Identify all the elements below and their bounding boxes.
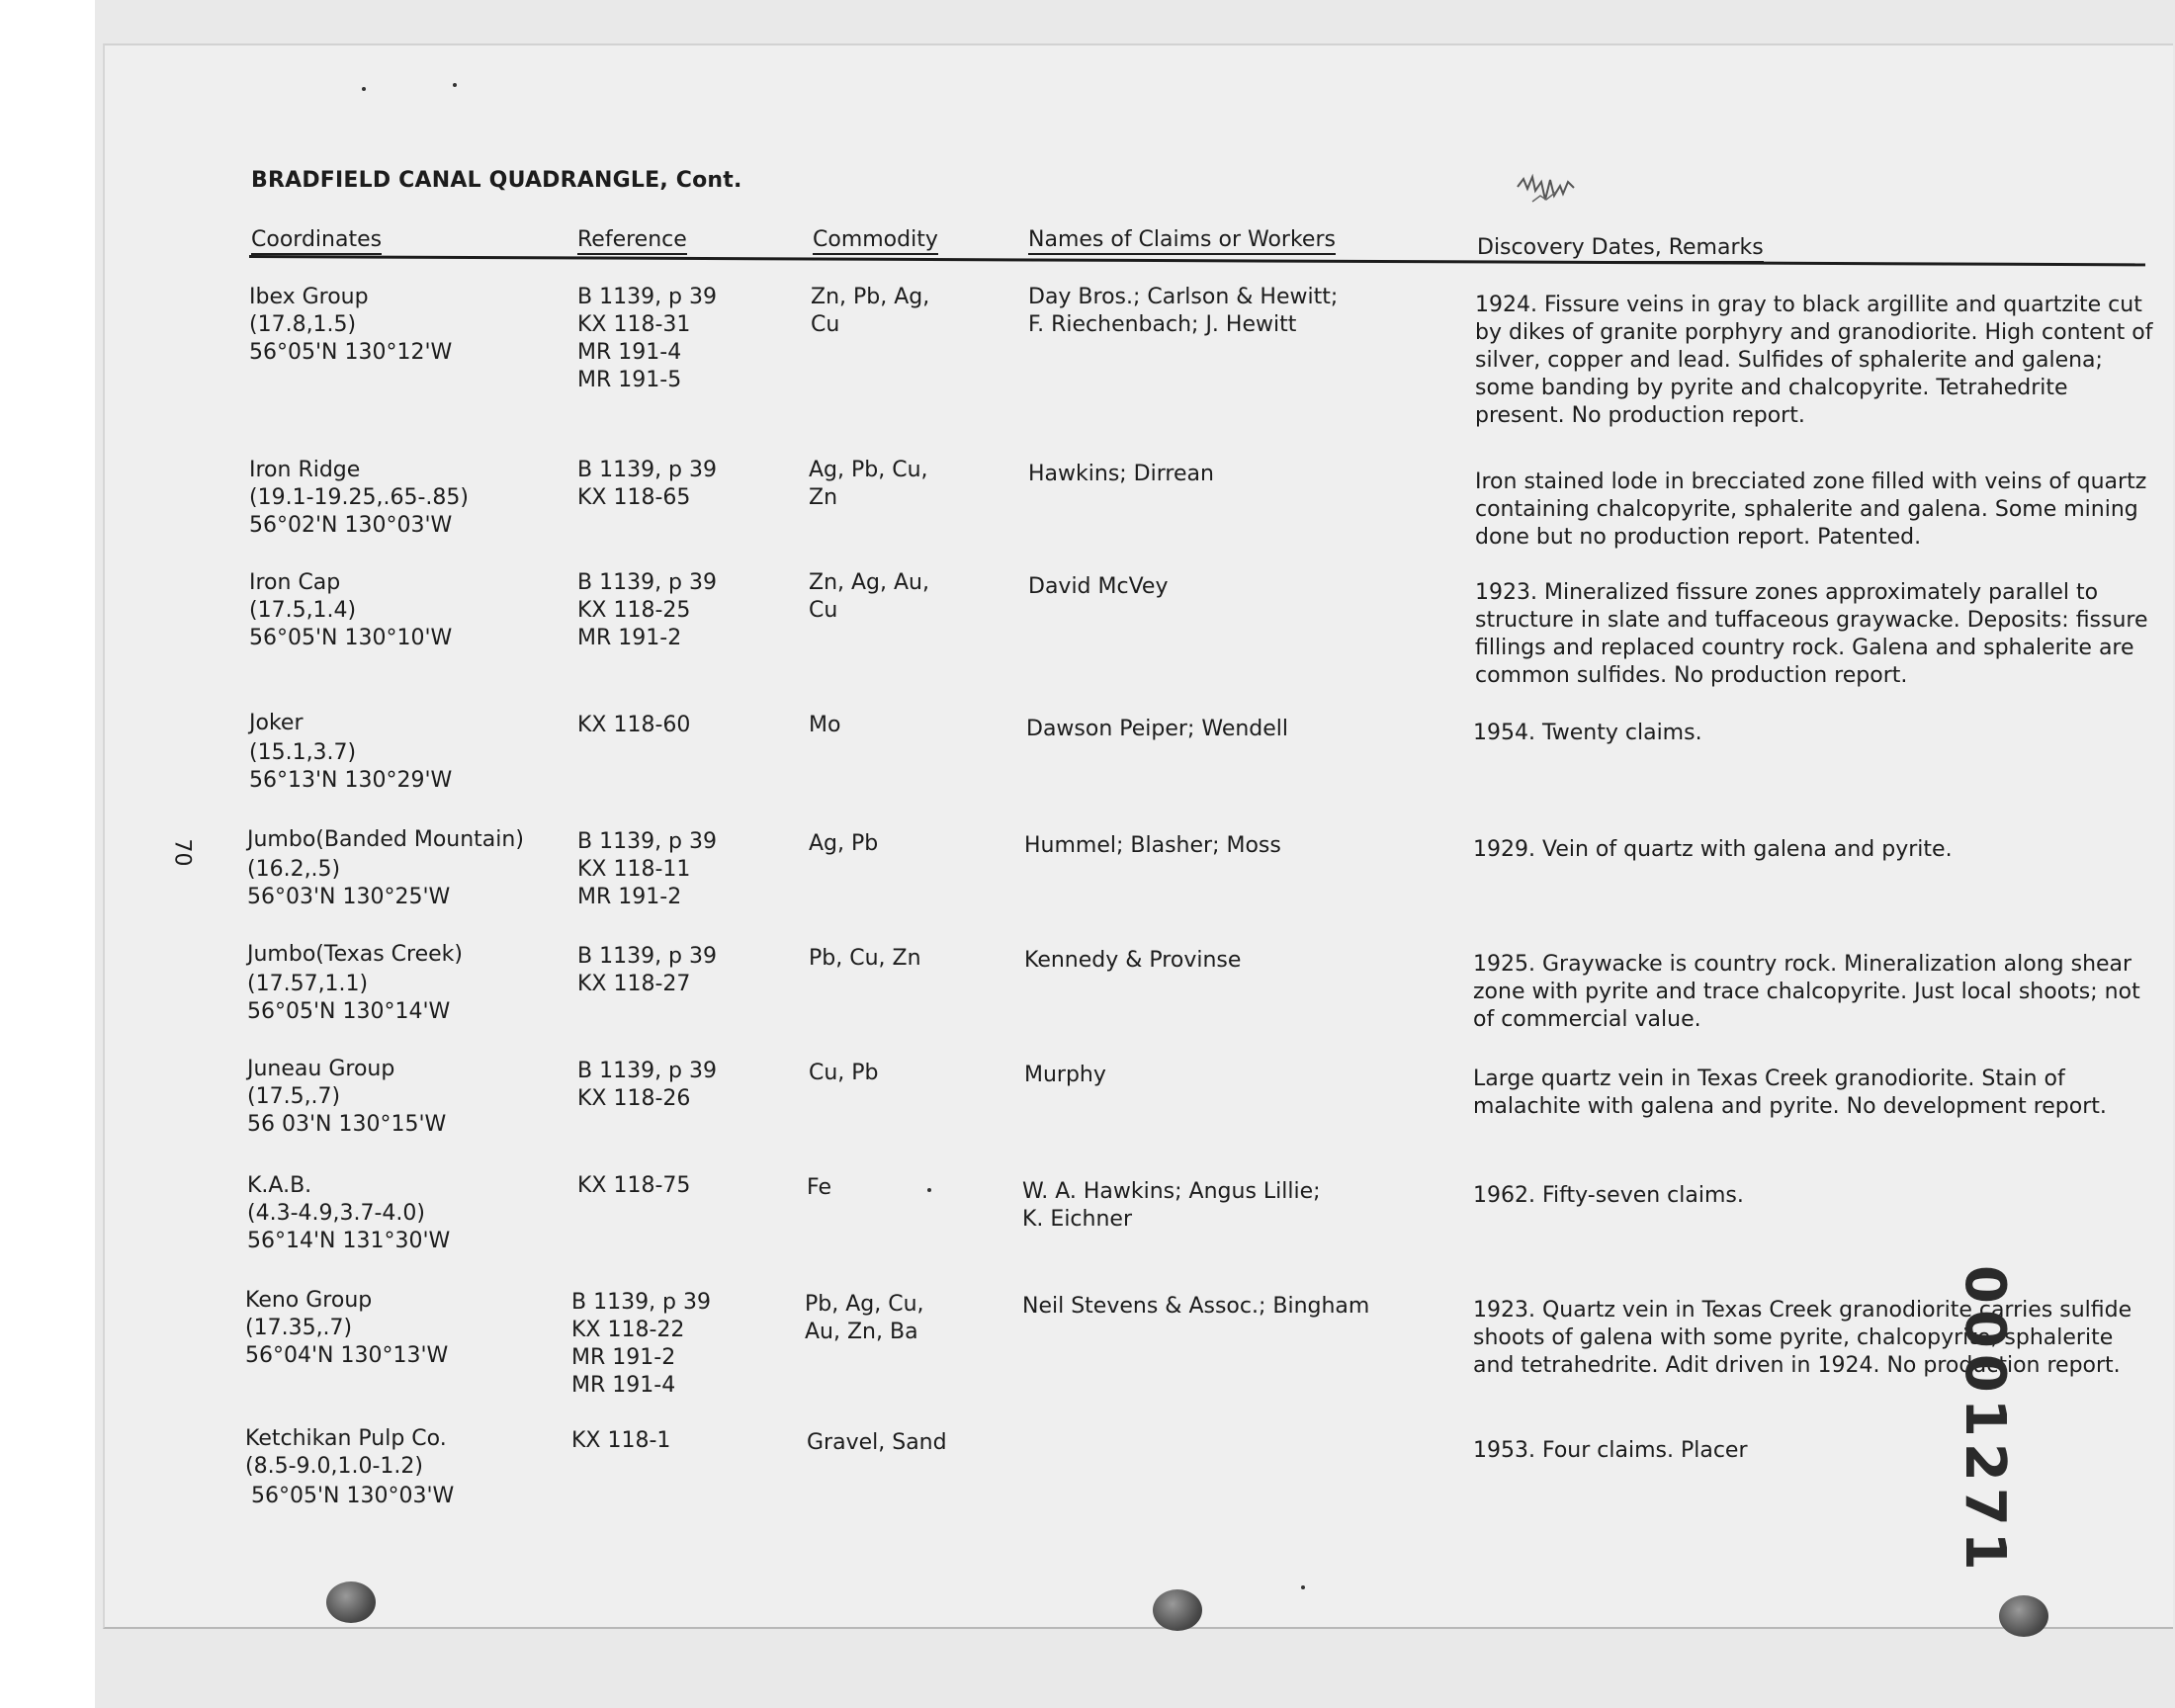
claim-remarks: 1929. Vein of quartz with galena and pyrite. [1473, 837, 1953, 862]
claim-grid: (15.1,3.7) [249, 740, 357, 765]
claim-grid: (17.8,1.5) [249, 312, 357, 337]
claim-latlon: 56°05'N 130°14'W [247, 999, 451, 1024]
binder-hole [1999, 1595, 2048, 1637]
claim-name: Ibex Group [249, 285, 369, 309]
claim-workers: W. A. Hawkins; Angus Lillie; K. Eichner [1022, 1179, 1321, 1232]
claim-reference: B 1139, p 39 KX 118-27 [577, 944, 718, 996]
claim-commodity: Pb, Cu, Zn [809, 946, 921, 971]
claim-grid: (8.5-9.0,1.0-1.2) [245, 1454, 423, 1479]
claim-grid: (4.3-4.9,3.7-4.0) [247, 1201, 425, 1226]
scan-speck [927, 1188, 931, 1192]
claim-grid: (17.5,.7) [247, 1084, 341, 1109]
binder-hole [1153, 1589, 1202, 1631]
header-reference: Reference [577, 227, 687, 252]
claim-latlon: 56°13'N 130°29'W [249, 768, 453, 793]
claim-reference: B 1139, p 39 KX 118-31 MR 191-4 MR 191-5 [577, 285, 718, 392]
claim-reference: B 1139, p 39 KX 118-65 [577, 458, 718, 510]
claim-name: Jumbo(Texas Creek) [247, 942, 463, 967]
header-commodity: Commodity [813, 227, 938, 252]
header-remarks: Discovery Dates, Remarks [1477, 235, 1764, 260]
claim-workers: Day Bros.; Carlson & Hewitt; F. Riechenbach; J. Hewitt [1028, 285, 1339, 337]
header-names: Names of Claims or Workers [1028, 227, 1336, 252]
claim-name: Jumbo(Banded Mountain) [247, 827, 524, 852]
header-coordinates: Coordinates [251, 227, 382, 252]
claim-name: Keno Group [245, 1288, 373, 1313]
claim-remarks: 1954. Twenty claims. [1473, 721, 1702, 745]
claim-latlon: 56 03'N 130°15'W [247, 1112, 447, 1137]
claim-workers: Kennedy & Provinse [1024, 948, 1242, 973]
claim-commodity: Fe [807, 1175, 831, 1200]
claim-commodity: Pb, Ag, Cu, Au, Zn, Ba [805, 1292, 924, 1344]
claim-latlon: 56°03'N 130°25'W [247, 885, 451, 909]
claim-commodity: Cu, Pb [809, 1061, 879, 1085]
handwritten-initials [1513, 162, 1631, 221]
binder-hole [326, 1581, 376, 1623]
claim-grid: (17.5,1.4) [249, 598, 357, 623]
claim-name: Iron Cap [249, 570, 341, 595]
scan-speck [362, 87, 366, 91]
claim-commodity: Mo [809, 713, 841, 737]
document-stamp: 0001271 [1953, 1265, 2017, 1577]
claim-remarks: Iron stained lode in brecciated zone filled with veins of quartz containing chalcopyrite, sphalerite and galena. Some mining done but no production report. Patented. [1475, 470, 2147, 550]
claim-remarks: 1953. Four claims. Placer [1473, 1438, 1748, 1463]
claim-remarks: 1923. Quartz vein in Texas Creek granodiorite carries sulfide shoots of galena with some pyrite, chalcopyrite, sphalerite and tetrahedrite. Adit driven in 1924. No production report. [1473, 1298, 2132, 1378]
claim-commodity: Zn, Ag, Au, Cu [809, 570, 929, 623]
claim-reference: B 1139, p 39 KX 118-22 MR 191-2 MR 191-4 [571, 1290, 712, 1398]
claim-commodity: Ag, Pb [809, 831, 879, 856]
page-number: 70 [169, 838, 195, 867]
claim-grid: (17.35,.7) [245, 1316, 353, 1340]
claim-name: Joker [249, 711, 304, 735]
claim-reference: KX 118-1 [571, 1428, 671, 1453]
claim-name: K.A.B. [247, 1173, 312, 1198]
claim-workers: Dawson Peiper; Wendell [1026, 717, 1289, 741]
claim-latlon: 56°14'N 131°30'W [247, 1229, 451, 1253]
claim-name: Ketchikan Pulp Co. [245, 1426, 447, 1451]
page-title: BRADFIELD CANAL QUADRANGLE, Cont. [251, 168, 742, 193]
claim-reference: B 1139, p 39 KX 118-26 [577, 1059, 718, 1111]
claim-latlon: 56°04'N 130°13'W [245, 1343, 449, 1368]
claim-remarks: 1925. Graywacke is country rock. Mineralization along shear zone with pyrite and trace chalcopyrite. Just local shoots; not of commercial value. [1473, 952, 2140, 1032]
claim-remarks: Large quartz vein in Texas Creek granodiorite. Stain of malachite with galena and pyrite. No development report. [1473, 1067, 2107, 1119]
claim-remarks: 1962. Fifty-seven claims. [1473, 1183, 1744, 1208]
claim-name: Juneau Group [247, 1057, 395, 1081]
claim-workers: Neil Stevens & Assoc.; Bingham [1022, 1294, 1370, 1319]
claim-commodity: Gravel, Sand [807, 1430, 947, 1455]
claim-workers: Hawkins; Dirrean [1028, 462, 1214, 486]
claim-latlon: 56°05'N 130°12'W [249, 340, 453, 365]
claim-reference: KX 118-60 [577, 713, 691, 737]
claim-latlon: 56°05'N 130°10'W [249, 626, 453, 650]
scan-speck [453, 83, 457, 87]
claim-reference: B 1139, p 39 KX 118-25 MR 191-2 [577, 570, 718, 650]
claim-workers: David McVey [1028, 574, 1169, 599]
claim-remarks: 1923. Mineralized fissure zones approximately parallel to structure in slate and tuffaceous graywacke. Deposits: fissure fillings and replaced country rock. Galena and sphalerite are common sulfides. No production report. [1475, 580, 2148, 688]
claim-workers: Murphy [1024, 1063, 1106, 1087]
claim-commodity: Ag, Pb, Cu, Zn [809, 458, 928, 510]
claim-latlon: 56°05'N 130°03'W [251, 1484, 455, 1508]
claim-grid: (17.57,1.1) [247, 972, 369, 996]
claim-commodity: Zn, Pb, Ag, Cu [811, 285, 930, 337]
scan-margin [0, 0, 95, 1708]
claim-grid: (19.1-19.25,.65-.85) [249, 485, 469, 510]
claim-reference: B 1139, p 39 KX 118-11 MR 191-2 [577, 829, 718, 909]
claim-name: Iron Ridge [249, 458, 361, 482]
scan-speck [1301, 1585, 1305, 1589]
claim-reference: KX 118-75 [577, 1173, 691, 1198]
claim-remarks: 1924. Fissure veins in gray to black argillite and quartzite cut by dikes of granite porphyry and granodiorite. High content of silver, copper and lead. Sulfides of sphalerite and galena; some banding by pyrite and chalcopyrite. Tetrahedrite present. No production report. [1475, 293, 2153, 428]
claim-latlon: 56°02'N 130°03'W [249, 513, 453, 538]
claim-workers: Hummel; Blasher; Moss [1024, 833, 1281, 858]
claim-grid: (16.2,.5) [247, 857, 341, 882]
